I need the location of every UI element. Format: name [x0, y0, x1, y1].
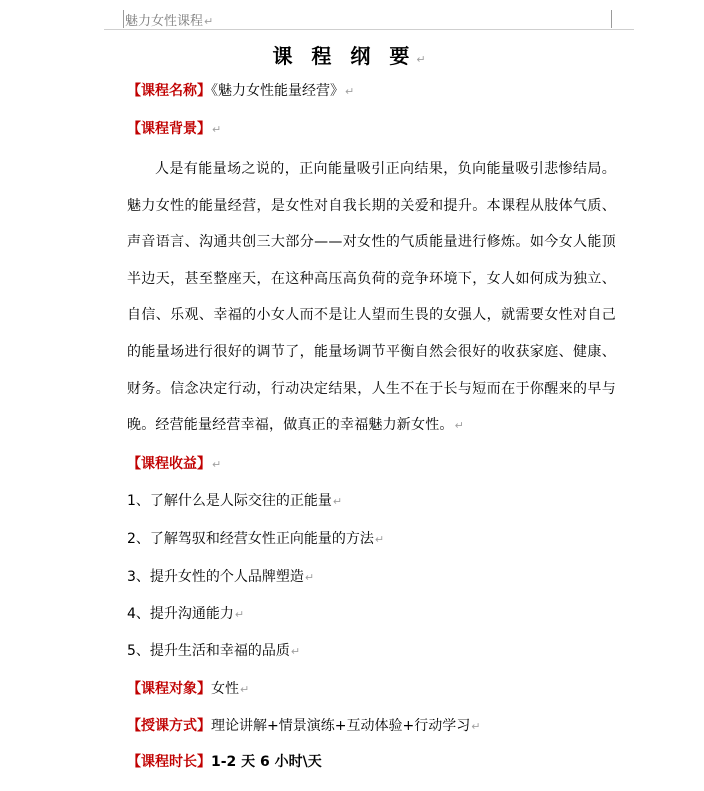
benefit-item: 5、提升生活和幸福的品质↵ — [127, 643, 301, 659]
background-label: 【课程背景】 — [127, 121, 211, 137]
duration-value: 1-2 天 6 小时\天 — [211, 754, 322, 770]
benefits-heading — [127, 453, 221, 473]
course-name-line — [127, 80, 354, 100]
method-line — [127, 715, 480, 735]
paragraph-mark: ↵ — [212, 123, 222, 136]
paragraph-mark: ↵ — [234, 608, 245, 621]
benefit-item: 3、提升女性的个人品牌塑造↵ — [127, 569, 315, 585]
background-heading — [127, 118, 221, 138]
paragraph-mark: ↵ — [290, 645, 301, 658]
paragraph-mark: ↵ — [332, 495, 343, 508]
paragraph-mark: ↵ — [240, 683, 250, 696]
paragraph-mark: ↵ — [204, 15, 214, 28]
course-name-value: 《魅力女性能量经营》 — [211, 83, 344, 99]
duration-label: 【课程时长】 — [127, 754, 211, 770]
margin-corner-mark-left — [123, 10, 124, 28]
audience-value: 女性 — [211, 681, 239, 697]
benefit-item: 4、提升沟通能力↵ — [127, 606, 245, 622]
paragraph-mark: ↵ — [345, 85, 355, 98]
paragraph-mark: ↵ — [304, 571, 315, 584]
method-value: 理论讲解+情景演练+互动体验+行动学习 — [211, 718, 471, 734]
paragraph-mark: ↵ — [374, 533, 385, 546]
course-name-label: 【课程名称】 — [127, 83, 211, 99]
paragraph-mark: ↵ — [454, 419, 465, 433]
background-paragraph: 人是有能量场之说的，正向能量吸引正向结果，负向能量吸引悲惨结局。魅力女性的能量经营，是女性对自我长期的关爱和提升。本课程从肢体气质、声音语言、沟通共创三大部分——对女性的气质能量进行修炼。如今女人能顶半边天，甚至整座天，在这种高压高负荷的竞争环境下，女人如何成为独立、自信、乐观、幸福的小女人而不是让人望而生畏的女强人，就需要女性对自己的能量场进行很好的调节了，能量场调节平衡自然会很好的收获家庭、健康、财务。信念决定行动，行动决定结果，人生不在于长与短而在于你醒来的早与晚。经营能量经营幸福，做真正的幸福魅力新女性。↵ — [127, 161, 616, 434]
method-label: 【授课方式】 — [127, 718, 211, 734]
audience-line — [127, 678, 249, 698]
header-text: 魅力女性课程↵ — [125, 14, 214, 29]
margin-corner-mark-right — [611, 10, 612, 28]
audience-label: 【课程对象】 — [127, 681, 211, 697]
benefits-label: 【课程收益】 — [127, 456, 211, 472]
benefit-item: 2、了解驾驭和经营女性正向能量的方法↵ — [127, 531, 385, 547]
duration-line — [127, 751, 322, 771]
paragraph-mark: ↵ — [471, 720, 481, 733]
benefit-item: 1、了解什么是人际交往的正能量↵ — [127, 493, 343, 509]
document-title: 课 程 纲 要↵ — [272, 44, 432, 68]
page-header — [104, 7, 634, 30]
paragraph-mark: ↵ — [212, 458, 222, 471]
paragraph-mark: ↵ — [416, 53, 432, 66]
